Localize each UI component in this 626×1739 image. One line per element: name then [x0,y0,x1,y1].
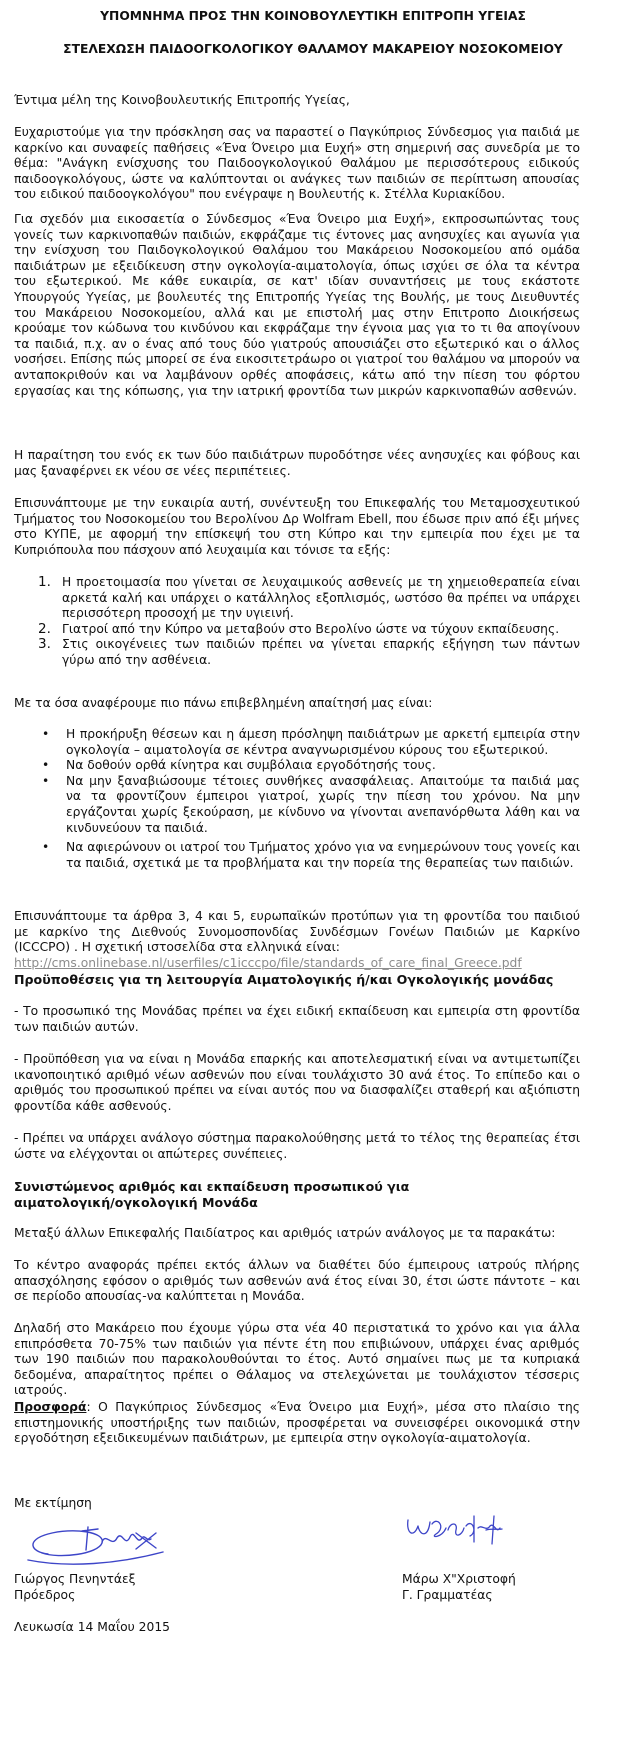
list-item: • Να αφιερώνουν οι ιατροί του Τμήματος χρόνο για να ενημερώνουν τους γονείς και τα παιδιά, σχετικά με τα προβλήματα και την πορεία της θεραπείας των παιδιών. [42,840,580,870]
paragraph-standards: Επισυνάπτουμε τα άρθρα 3, 4 και 5, ευρωπαϊκών προτύπων για τη φροντίδα του παιδιού με καρκίνο της Διεθνούς Συνομοσπονδίας Συνδέσμων Γονέων Παιδιών με Καρκίνο (ICCCPO) . Η σχετική ιστοσελίδα στα ελληνικά είναι: http://cms.onlinebase.nl/userfiles/c1icccpo/file/standards_of_care_final_Greece.pdf [14,909,580,970]
list-item: • Να δοθούν ορθά κίνητρα και συμβόλαια εργοδότησής τους. [42,758,436,773]
list-item: • Να μην ξαναβιώσουμε τέτοιες συνθήκες ανασφάλειας. Απαιτούμε τα παιδιά μας να τα φροντίζουν έμπειροι γιατροί, χωρίς την πίεση του χρόνου. Να μην εργάζονται χωρίς ξεκούραση, με κίνδυνο να γίνονται ανεπανόρθωτα λάθη και να κινδυνεύουν τα παιδιά. [42,773,580,835]
paragraph-follow-up: - Πρέπει να υπάρχει ανάλογο σύστημα παρακολούθησης μετά το τέλος της θεραπείας έτσι ώστε να ελέγχονται οι απώτερες συνέπειες. [14,1131,580,1161]
paragraph-resignation: Η παραίτηση του ενός εκ των δύο παιδιάτρων πυροδότησε νέες ανησυχίες και φόβους και μας ξαναφέρνει εκ νέου σε νέες περιπέτειες. [14,448,580,478]
list-item: 3. Στις οικογένειες των παιδιών πρέπει να γίνεται επαρκής εξήγηση των πάντων γύρω από την ασθένεια. [38,636,580,667]
place-date: Λευκωσία 14 Μαΐου 2015 [14,1620,170,1634]
salutation: Έντιμα μέλη της Κοινοβουλευτικής Επιτροπής Υγείας, [14,93,350,107]
signer2-role: Γ. Γραμματέας [402,1588,493,1602]
heading-recommended-staff: Συνιστώμενος αριθμός και εκπαίδευση προσωπικού για αιματολογική/ογκολογική Μονάδα [14,1179,410,1210]
signer2-name: Μάρω Χ"Χριστοφή [402,1572,516,1586]
paragraph-invitation: Ευχαριστούμε για την πρόσκληση σας να παραστεί ο Παγκύπριος Σύνδεσμος για παιδιά με καρκίνο και συναφείς παθήσεις «Ένα Όνειρο μια Ευχή» στη σημερινή σας συνεδρία με το θέμα: "Ανάγκη ενίσχυσης του Παιδοογκολογικού Θαλάμου με περισσότερους ειδικούς παιδοογκολόγους, ώστε να καλύπτονται οι ανάγκες των παιδιών σε περίπτωση απουσίας του ειδικού παιδοογκολόγου" που ενέγραψε η Βουλευτής κ. Στέλλα Κυριακίδου. [14,125,580,202]
signature-image-signer1 [18,1512,168,1570]
bullet-list [42,727,580,871]
paragraph-demands-intro: Με τα όσα αναφέρουμε πιο πάνω επιβεβλημένη απαίτησή μας είναι: [14,696,433,710]
numbered-list [38,574,580,669]
signer1-role: Πρόεδρος [14,1588,76,1602]
signer1-name: Γιώργος Πενηντάεξ [14,1572,136,1586]
memo-subtitle: ΣΤΕΛΕΧΩΣΗ ΠΑΙΔΟΟΓΚΟΛΟΓΙΚΟΥ ΘΑΛΑΜΟΥ ΜΑΚΑΡΕΙΟΥ ΝΟΣΟΚΟΜΕΙΟΥ [63,42,563,56]
list-item: 2. Γιατροί από την Κύπρο να μεταβούν στο Βερολίνο ώστε να τύχουν εκπαίδευσης. [38,620,560,637]
paragraph-reference-center: Το κέντρο αναφοράς πρέπει εκτός άλλων να διαθέτει δύο έμπειρους ιατρούς πλήρης απασχόλησης εφόσον ο αριθμός των ασθενών ανά έτος είναι 30, έτσι ώστε πάντοτε – και σε περίοδο απουσίας-να καλύπτεται η Μονάδα. [14,1258,580,1304]
list-item: • Η προκήρυξη θέσεων και η άμεση πρόσληψη παιδιάτρων με αρκετή εμπειρία στην ογκολογία – αιματολογία σε κέντρα αναγνωρισμένου κύρους του εξωτερικού. [42,727,580,757]
memo-title: ΥΠΟΜΝΗΜΑ ΠΡΟΣ ΤΗΝ ΚΟΙΝΟΒΟΥΛΕΥΤΙΚΗ ΕΠΙΤΡΟΠΗ ΥΓΕΙΑΣ [100,9,526,23]
paragraph-offer: Προσφορά: Ο Παγκύπριος Σύνδεσμος «Ένα Όνειρο μια Ευχή», μέσα στο πλαίσιο της επιστημονικής υποστήριξης των παιδιών, προσφέρεται να συνεισφέρει οικονομικά στην εργοδότηση εξειδικευμένων παιδιάτρων, με εμπειρία στην ογκολογία-αιματολογία. [14,1400,580,1446]
offer-label: Προσφορά [14,1400,87,1414]
paragraph-staff-training: - Το προσωπικό της Μονάδας πρέπει να έχει ειδική εκπαίδευση και εμπειρία στη φροντίδα των παιδιών αυτών. [14,1004,580,1034]
standards-link[interactable]: http://cms.onlinebase.nl/userfiles/c1icccpo/file/standards_of_care_final_Greece.pdf [14,955,522,970]
paragraph-patient-volume: - Προϋπόθεση για να είναι η Μονάδα επαρκής και αποτελεσματική είναι να αντιμετωπίζει ικανοποιητικό αριθμό νέων ασθενών που είναι τουλάχιστο 30 ανά έτος. Το επίπεδο και ο αριθμός του προσωπικού πρέπει να είναι αυτός που να διασφαλίζει σταθερή και αξιόπιστη φροντίδα κάθε ασθενούς. [14,1052,580,1113]
paragraph-head-pediatrician: Μεταξύ άλλων Επικεφαλής Παιδίατρος και αριθμός ιατρών ανάλογος με τα παρακάτω: [14,1226,556,1240]
paragraph-history: Για σχεδόν μια εικοσαετία ο Σύνδεσμος «Ένα Όνειρο μια Ευχή», εκπροσωπώντας τους γονείς των καρκινοπαθών παιδιών, εκφράζαμε τις έντονες μας ανησυχίες και αγωνία για την ενίσχυση του Παιδογκολογικού Θαλάμου του Μακάρειου Νοσοκομείου από ομάδα παιδιάτρων με εξειδίκευση στην ογκολογία-αιματολογία, όπως ισχύει σε όλα τα κέντρα του εξωτερικού. Με κάθε ευκαιρία, σε κατ' ιδίαν συναντήσεις με τους εκάστοτε Υπουργούς Υγείας, με βουλευτές της Επιτροπής Υγείας της Βουλής, με τους Διευθυντές του Μακάρειου Νοσοκομείου, αλλά και με επιστολή μας στην Επιτροπο Διοικήσεως κρούαμε τον κώδωνα του κινδύνου και εκφράζαμε την έγνοια μας για το τι θα απογίνουν τα παιδιά, π.χ. αν ο ένας από τους δύο γιατρούς απουσιάζει στο εξωτερικό και ο άλλος νοσήσει. Επίσης πώς μπορεί σε ένα εικοσιτετράωρο οι γιατροί του θαλάμου να μπορούν να ανταποκριθούν και να λαμβάνουν ορθές αποφάσεις, κάτω από την πίεση του φόρτου εργασίας και της κόπωσης, για την ιατρική φροντίδα των μικρών καρκινοπαθών ασθενών. [14,212,580,398]
paragraph-interview: Επισυνάπτουμε με την ευκαιρία αυτή, συνέντευξη του Επικεφαλής του Μεταμοσχευτικού Τμήματος του Νοσοκομείου του Βερολίνου Δρ Wolfram Ebell, που έδωσε πριν από έξι μήνες στο ΚΥΠΕ, με αφορμή την επίσκεψή του στη Κύπρο και την εμπειρία που έχει με τα Κυπριόπουλα που πάσχουν από λευχαιμία και τόνισε τα εξής: [14,496,580,557]
paragraph-makarios-cases: Δηλαδή στο Μακάρειο που έχουμε γύρω στα νέα 40 περιστατικά το χρόνο και για άλλα επιπρόσθετα 70-75% των παιδιών για πέντε έτη που επιβιώνουν, υπάρχει ένας αριθμός των 190 παιδιών που παρακολουθούνται το έτος. Αυτό σημαίνει πως με τα κυπριακά δεδομένα, απαραίτητος πρέπει ο Θάλαμος να στελεχώνεται με τουλάχιστον τέσσερις ιατρούς. [14,1321,580,1398]
signature-image-signer2 [402,1508,512,1552]
list-item: 1. Η προετοιμασία που γίνεται σε λευχαιμικούς ασθενείς με τη χημειοθεραπεία είναι αρκετά καλή και υπάρχει ο κατάλληλος εξοπλισμός, ωστόσο θα πρέπει να υπάρχει περισσότερη προσοχή με την υγιεινή. [38,574,580,621]
closing-regards: Με εκτίμηση [14,1496,92,1510]
heading-unit-requirements: Προϋποθέσεις για τη λειτουργία Αιματολογικής ή/και Ογκολογικής μονάδας [14,972,554,987]
